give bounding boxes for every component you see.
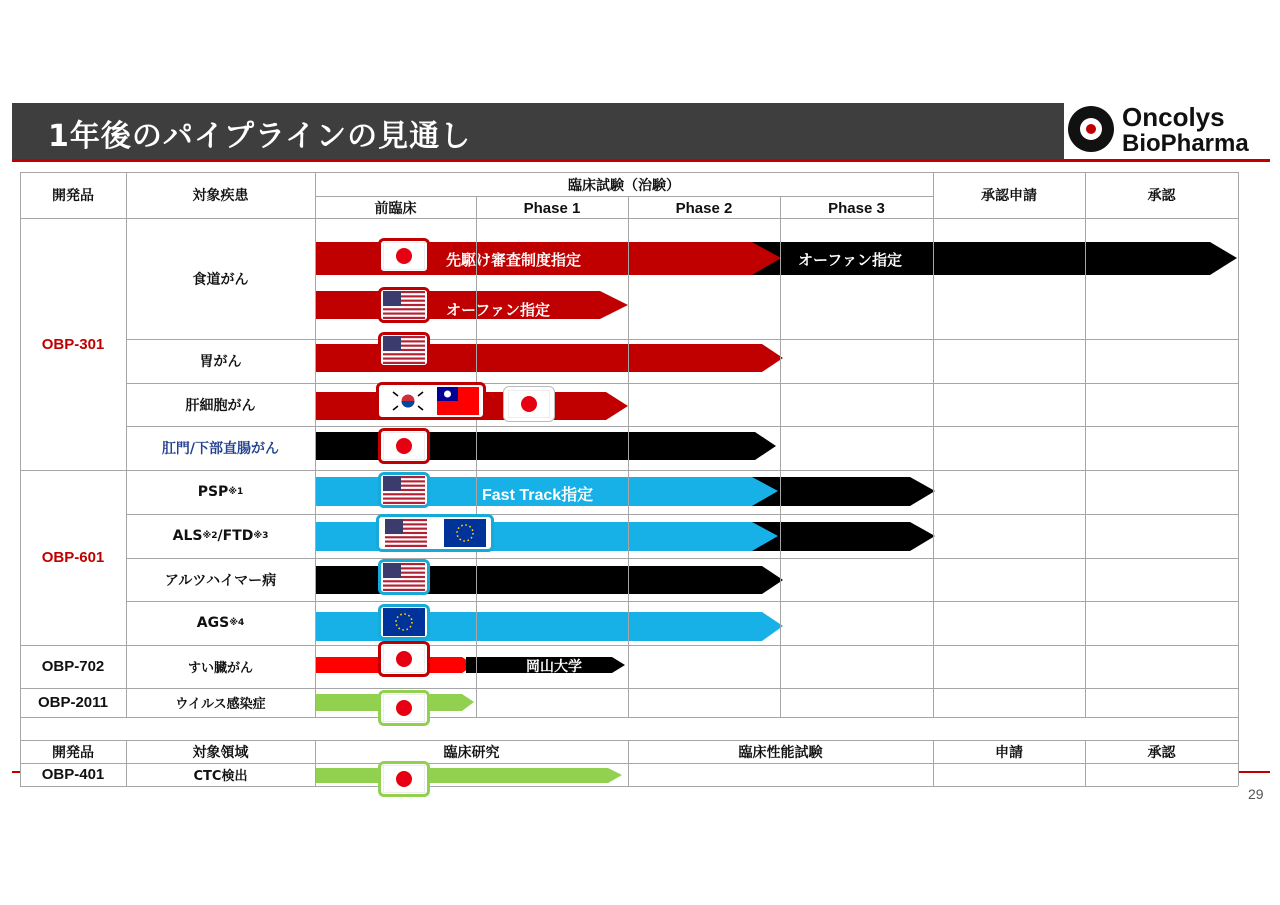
label-orphan-us: オーファン指定 (446, 301, 550, 319)
japan-flag-icon (378, 641, 430, 677)
taiwan-flag-icon (437, 387, 479, 419)
product-obp601: OBP-601 (41, 549, 105, 566)
page-number: 29 (1248, 786, 1264, 802)
label-orphan-jp: オーファン指定 (798, 251, 902, 269)
usa-flag-icon (378, 472, 430, 508)
japan-flag-icon (378, 238, 430, 274)
eu-flag-icon (378, 604, 430, 640)
product-obp301: OBP-301 (41, 335, 105, 353)
header-clinical-trial: 臨床試験（治験） (568, 178, 680, 194)
label-okayama: 岡山大学 (526, 659, 582, 675)
disease-als-ftd: ALS ※2 /FTD ※3 (172, 528, 269, 544)
product-obp702: OBP-702 (41, 658, 105, 675)
header2-research: 臨床研究 (443, 744, 500, 761)
header2-approval: 承認 (1147, 744, 1176, 761)
header2-filing: 申請 (995, 744, 1023, 761)
header-approval: 承認 (1147, 188, 1176, 204)
disease-gastric: 胃がん (199, 354, 242, 370)
disease-viral: ウイルス感染症 (175, 697, 266, 712)
product-obp2011: OBP-2011 (37, 694, 109, 711)
usa-flag-icon (378, 559, 430, 595)
header-preclinical: 前臨床 (374, 201, 417, 217)
disease-psp: PSP ※1 (197, 484, 244, 500)
korea-flag-icon (387, 387, 429, 419)
japan-flag-icon (378, 428, 430, 464)
page-title: 1年後のパイプラインの見通し (48, 119, 472, 154)
usa-flag-icon (385, 519, 427, 551)
usa-flag-icon (378, 287, 430, 323)
header-filing: 承認申請 (981, 188, 1037, 204)
disease-ags: AGS ※4 (196, 615, 245, 631)
product-obp401: OBP-401 (41, 766, 105, 783)
label-sakigake: 先駆け審査制度指定 (446, 251, 582, 269)
header-phase1: Phase 1 (523, 199, 581, 217)
japan-flag-icon (378, 690, 430, 726)
disease-anal-rectal: 肛門/下部直腸がん (161, 441, 280, 457)
disease-alzheimer: アルツハイマー病 (164, 572, 277, 589)
header2-product: 開発品 (52, 744, 94, 761)
header2-performance: 臨床性能試験 (738, 744, 823, 761)
usa-flag-icon (378, 332, 430, 368)
japan-flag-icon (503, 386, 555, 422)
bar-ctc (316, 768, 622, 783)
header2-area: 対象領域 (192, 744, 249, 761)
disease-pancreatic: すい臓がん (187, 661, 253, 676)
japan-flag-icon (378, 761, 430, 797)
eu-flag-icon (444, 519, 486, 551)
disease-liver: 肝細胞がん (185, 397, 256, 414)
disease-ctc: CTC検出 (193, 769, 248, 784)
disease-esophageal: 食道がん (192, 271, 249, 288)
header-disease: 対象疾患 (192, 188, 249, 204)
logo-text-line1: Oncolys (1122, 102, 1225, 132)
logo-text-line2: BioPharma (1122, 130, 1249, 157)
header-phase3: Phase 3 (828, 199, 885, 217)
label-fast-track: Fast Track指定 (482, 487, 594, 504)
header-phase2: Phase 2 (675, 199, 733, 217)
header-product: 開発品 (52, 188, 94, 204)
